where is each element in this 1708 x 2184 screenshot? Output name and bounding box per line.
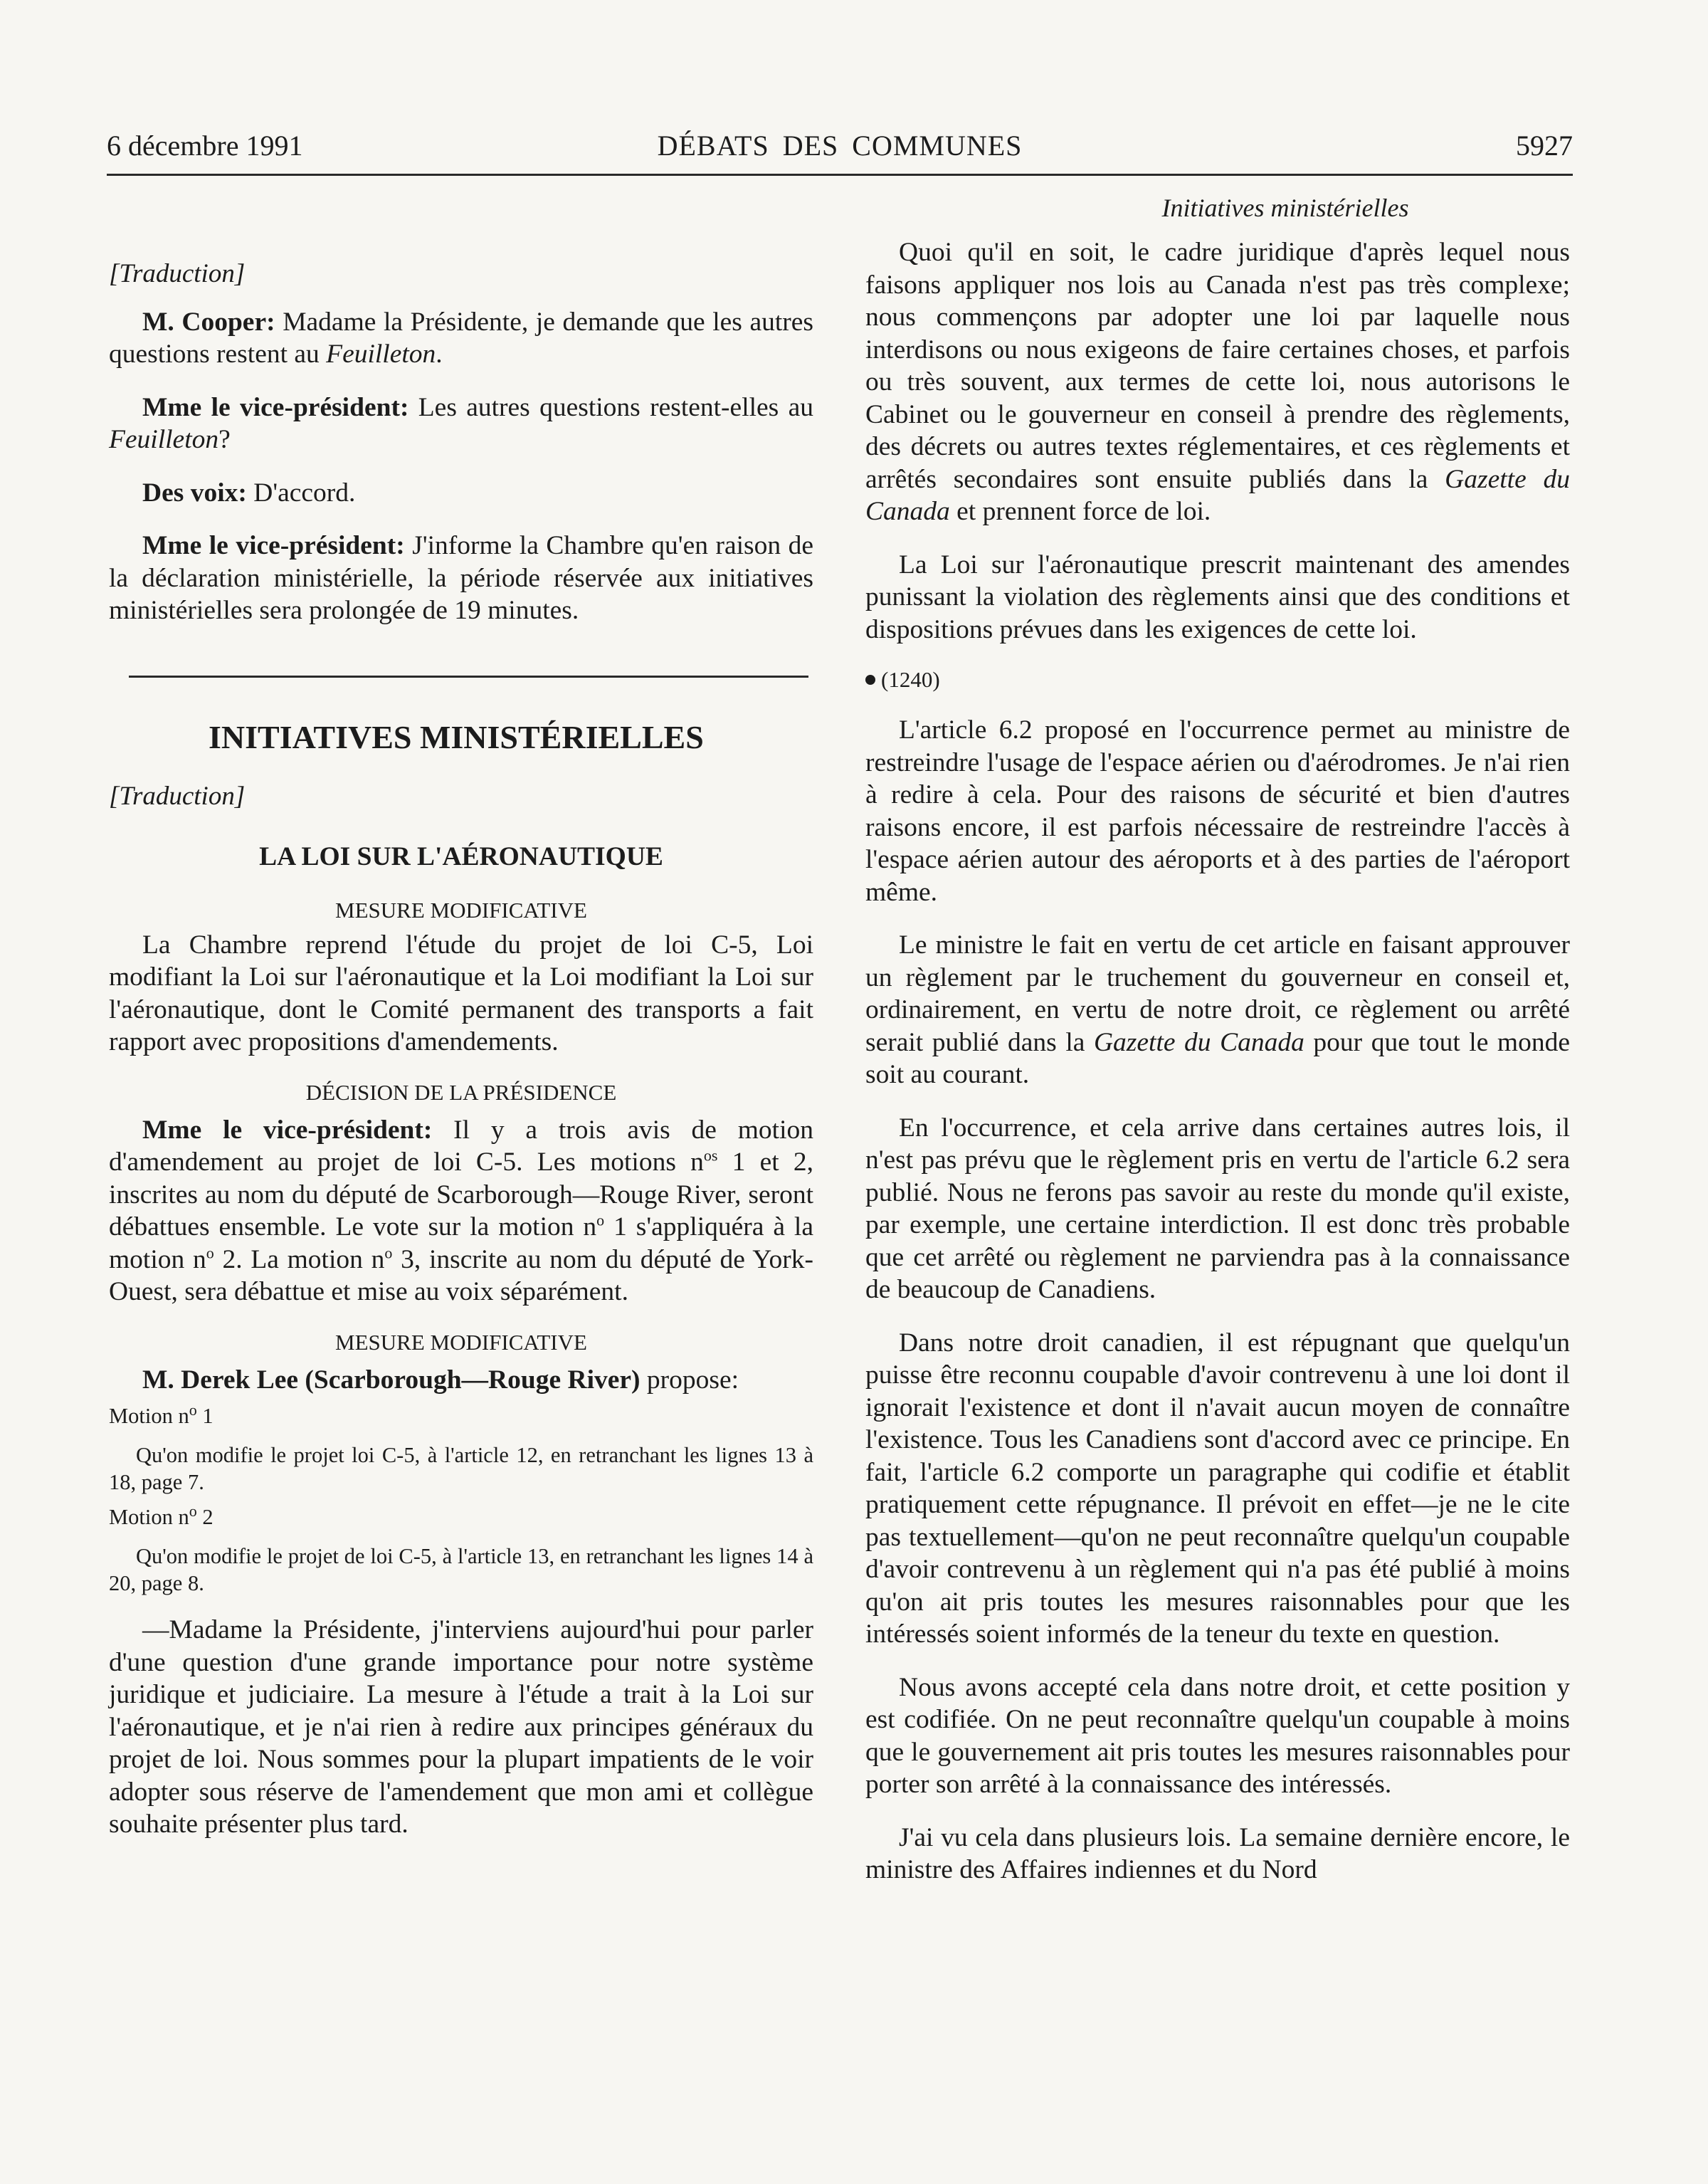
paragraph-several-laws: J'ai vu cela dans plusieurs lois. La semaine dernière encore, le ministre des Affaires indiennes et du Nord [865, 1822, 1570, 1884]
timestamp-text: (1240) [881, 667, 940, 692]
page-header [107, 127, 1573, 176]
paragraph-speech: —Madame la Présidente, j'interviens aujourd'hui pour parler d'une question d'une grande importance pour notre système juridique et judiciaire. La mesure à l'étude a trait à la Loi sur l'aéronautique, et je n'ai rien à redire aux principes généraux du projet de loi. Nous sommes pour la plupart impatients de le voir adopter sous réserve de l'amendement que mon ami et collègue souhaite présenter plus tard. [109, 1615, 813, 1839]
speaker-name: M. Derek Lee (Scarborough—Rouge River) [142, 1365, 640, 1395]
speech-italic: Feuilleton [109, 425, 219, 454]
body-text: et prennent force de loi. [949, 497, 1211, 526]
speaker-name: Mme le vice-président: [142, 531, 405, 560]
superscript: o [596, 1211, 605, 1229]
subheading-decision: DÉCISION DE LA PRÉSIDENCE [305, 1079, 617, 1105]
paragraph-vice-president-1 [109, 392, 813, 456]
bill-title: LA LOI SUR L'AÉRONAUTIQUE [259, 842, 663, 871]
body-text: Le ministre le fait en vertu de cet article en faisant approuver un règlement par le truchement du gouverneur en conseil et, ordinairement, en vertu de notre droit, ce règlement ou arrêté serait publié dans la [865, 930, 1570, 1057]
subheading-mesure-modificative: MESURE MODIFICATIVE [335, 897, 587, 923]
speech-text: 1 et 2, inscrites au nom du député de Scarborough—Rouge River, seront débattues ensemble. Le vote sur la motion n [109, 1148, 813, 1241]
speech-italic: Feuilleton [326, 340, 436, 369]
speech-end: . [436, 340, 443, 369]
section-divider [129, 676, 808, 678]
left-column [109, 192, 813, 1841]
paragraph-derek-lee [109, 1364, 813, 1397]
paragraph-accepted: Nous avons accepté cela dans notre droit, et cette position y est codifiée. On ne peut reconnaître quelqu'un coupable à moins que le gouvernement ait pris toutes les mesures raisonnables pour porter son arrêté à la connaissance des intéressés. [865, 1672, 1570, 1799]
speech-text: J'informe la Chambre qu'en raison de la déclaration ministérielle, la période réservée aux initiatives ministérielles sera prolongée de 19 minutes. [109, 531, 813, 625]
motion-number: 2 [196, 1505, 214, 1529]
motion-text-1: Qu'on modifie le projet loi C-5, à l'article 12, en retranchant les lignes 13 à 18, page 7. [109, 1443, 813, 1494]
speech-text: Il y a trois avis de motion d'amendement au projet de loi C-5. Les motions n [109, 1115, 813, 1177]
paragraph-legal-framework [865, 236, 1570, 528]
header-page-number: 5927 [1516, 130, 1573, 162]
body-italic: Gazette du Canada [1093, 1027, 1304, 1057]
body-text: pour que tout le monde soit au courant. [865, 1027, 1570, 1089]
body-italic: Gazette du Canada [865, 464, 1570, 526]
superscript: o [189, 1400, 197, 1419]
paragraph-vice-president-2 [109, 530, 813, 627]
motion-label-text: Motion n [109, 1505, 189, 1529]
paragraph-article-6-2: L'article 6.2 proposé en l'occurrence permet au ministre de restreindre l'usage de l'espace aérien ou d'aérodromes. Je n'ai rien à redire à cela. Pour des raisons de sécurité et bien d'autres raisons encore, il est parfois nécessaire de restreindre l'accès à l'espace aérien autour des aéroports et à des parties de l'aéroport même. [865, 715, 1570, 907]
paragraph-decision [109, 1114, 813, 1308]
section-title: INITIATIVES MINISTÉRIELLES [209, 718, 704, 755]
paragraph-bill-study: La Chambre reprend l'étude du projet de loi C-5, Loi modifiant la Loi sur l'aéronautique et la Loi modifiant la Loi sur l'aéronautique, dont le Comité permanent des transports a fait rapport avec propositions d'amendements. [109, 930, 813, 1056]
bullet-icon [865, 675, 875, 685]
speaker-name: Mme le vice-président: [142, 392, 409, 422]
superscript: o [206, 1244, 214, 1261]
subheading-mesure-modificative-2: MESURE MODIFICATIVE [335, 1329, 587, 1355]
motion-label-1 [109, 1402, 813, 1430]
superscript: o [189, 1501, 197, 1520]
paragraph-fines: La Loi sur l'aéronautique prescrit maintenant des amendes punissant la violation des règlements ainsi que des conditions et dispositions prévues dans les exigences de cette loi. [865, 550, 1570, 644]
speech-end: ? [218, 425, 231, 454]
speaker-name: M. Cooper: [142, 307, 275, 337]
timestamp [865, 666, 1570, 694]
speech-text: D'accord. [246, 478, 356, 508]
header-date: 6 décembre 1991 [107, 130, 303, 162]
header-title: DÉBATS DES COMMUNES [657, 130, 1023, 162]
motion-text-2: Qu'on modifie le projet de loi C-5, à l'article 13, en retranchant les lignes 14 à 20, page 8. [109, 1544, 813, 1595]
translation-note: [Traduction] [109, 781, 246, 811]
translation-note-text: Traduction [119, 259, 235, 288]
speaker-name: Mme le vice-président: [142, 1115, 433, 1145]
translation-note-text: Traduction [119, 781, 235, 811]
motion-number: 1 [196, 1404, 214, 1428]
superscript: o [384, 1244, 393, 1261]
motion-label-2 [109, 1503, 813, 1531]
speaker-name: Des voix: [142, 478, 247, 508]
paragraph-occurrence: En l'occurrence, et cela arrive dans certaines autres lois, il n'est pas prévu que le règlement pris en vertu de l'article 6.2 sera publié. Nous ne ferons pas savoir au reste du monde qu'il existe, par exemple, une certaine interdiction. Il est donc très probable que cet arrêté ou règlement ne parviendra pas à la connaissance de beaucoup de Canadiens. [865, 1113, 1570, 1304]
running-head: Initiatives ministérielles [1161, 194, 1409, 222]
body-text: Quoi qu'il en soit, le cadre juridique d'après lequel nous faisons appliquer nos lois au Canada n'est pas très complexe; nous commençons par adopter une loi par laquelle nous interdisons ou nous exigeons de faire certaines choses, et parfois ou très souvent, aux termes de cette loi, nous autorisons le Cabinet ou le gouverneur en conseil à prendre des règlements, des décrets ou autres textes réglementaires, et ces règlements et arrêtés secondaires sont ensuite publiés dans la [865, 238, 1570, 494]
speech-text: Les autres questions restent-elles au [408, 392, 813, 422]
speech-text: 3, inscrite au nom du député de York-Ouest, sera débattue et mise au voix séparément. [109, 1244, 814, 1306]
paragraph-cooper [109, 306, 813, 371]
superscript: os [703, 1146, 718, 1165]
translation-note: [Traduction] [109, 259, 246, 288]
speech-text: Madame la Présidente, je demande que les autres questions restent au [109, 307, 813, 369]
speech-text: propose: [640, 1365, 739, 1395]
paragraph-canadian-law: Dans notre droit canadien, il est répugnant que quelqu'un puisse être reconnu coupable d'avoir contrevenu à une loi dont il ignorait l'existence et dont il n'avait aucun moyen de connaître l'existence. Tous les Canadiens sont d'accord avec ce principe. En fait, l'article 6.2 comporte un paragraphe qui codifie et établit pratiquement cette répugnance. Il prévoit en effet—je ne le cite pas textuellement—qu'on ne peut reconnaître quelqu'un coupable d'avoir contrevenu à un règlement qui n'a pas été publié à moins qu'on ait pris toutes les mesures raisonnables pour que les intéressés soient informés de la teneur du texte en question. [865, 1328, 1570, 1649]
paragraph-minister [865, 929, 1570, 1091]
motion-label-text: Motion n [109, 1404, 189, 1428]
speech-text: 2. La motion n [214, 1244, 385, 1274]
right-column [865, 192, 1570, 1886]
speech-text: 1 s'appliquéra à la motion n [109, 1212, 813, 1274]
paragraph-des-voix [109, 477, 813, 510]
